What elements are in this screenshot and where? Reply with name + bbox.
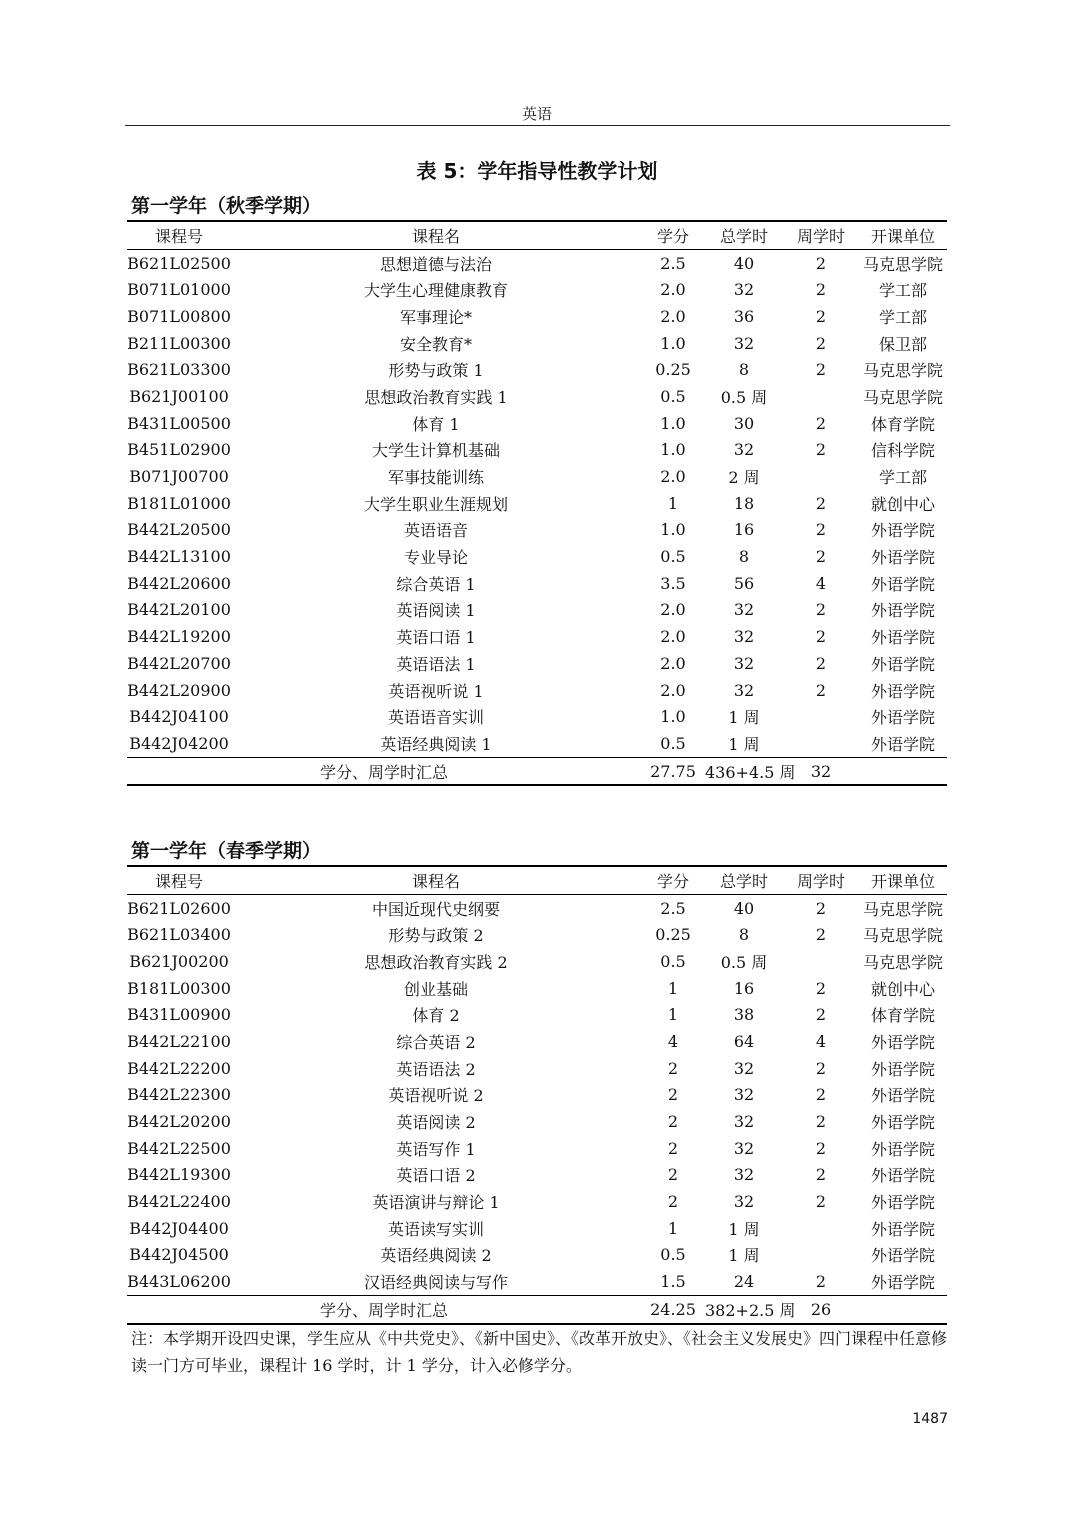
- cell-department: 外语学院: [870, 628, 935, 648]
- cell-total-hours: 0.5 周: [720, 952, 768, 972]
- cell-department: 学工部: [878, 281, 927, 301]
- col-header-course-name: 课程名: [411, 871, 460, 891]
- cell-course-name: 英语口语 1: [396, 628, 476, 648]
- table-row: [127, 1268, 947, 1295]
- cell-course-name: 体育 2: [412, 1006, 460, 1026]
- cell-department: 外语学院: [870, 1139, 935, 1159]
- cell-course-name: 综合英语 2: [396, 1032, 476, 1052]
- table-row: [127, 490, 947, 517]
- cell-department: 外语学院: [870, 654, 935, 674]
- cell-department: 外语学院: [870, 1086, 935, 1106]
- cell-weekly-hours: [783, 383, 859, 410]
- cell-course-code: B442L20100: [127, 600, 231, 620]
- cell-credits: 2.0: [660, 600, 686, 620]
- cell-department: 马克思学院: [862, 361, 943, 381]
- course-table-spring: [127, 865, 947, 1325]
- summary-total-hours: 436+4.5 周: [705, 762, 796, 782]
- cell-total-hours: 32: [733, 1165, 755, 1185]
- summary-empty-cell: [859, 757, 947, 785]
- cell-course-code: B071J00700: [129, 467, 229, 487]
- table-row: [127, 975, 947, 1002]
- cell-total-hours: 32: [733, 600, 755, 620]
- cell-credits: 2: [667, 1112, 679, 1132]
- cell-course-name: 综合英语 1: [396, 574, 476, 594]
- table-row: [127, 623, 947, 650]
- cell-total-hours: 16: [733, 978, 755, 998]
- cell-credits: 1.0: [660, 707, 686, 727]
- cell-weekly-hours: 2: [815, 1272, 827, 1292]
- cell-total-hours: 32: [733, 627, 755, 647]
- cell-course-code: B621L02500: [127, 253, 231, 273]
- col-header-course-code: 课程号: [154, 871, 203, 891]
- cell-course-name: 思想政治教育实践 2: [364, 952, 508, 972]
- cell-course-name: 大学生计算机基础: [371, 441, 500, 461]
- cell-total-hours: 32: [733, 1058, 755, 1078]
- cell-weekly-hours: 2: [815, 653, 827, 673]
- cell-course-code: B442L19300: [127, 1165, 231, 1185]
- cell-course-code: B431L00500: [127, 413, 231, 433]
- col-header-total-hours: 总学时: [719, 226, 768, 246]
- cell-weekly-hours: [783, 703, 859, 730]
- cell-credits: 2.0: [660, 627, 686, 647]
- cell-department: 马克思学院: [862, 899, 943, 919]
- cell-weekly-hours: [783, 730, 859, 757]
- summary-label: 学分、周学时汇总: [319, 1300, 448, 1320]
- cell-course-code: B442J04400: [129, 1218, 229, 1238]
- cell-course-code: B442J04500: [129, 1245, 229, 1265]
- cell-total-hours: 8: [738, 547, 750, 567]
- cell-course-name: 英语演讲与辩论 1: [372, 1193, 500, 1213]
- course-table-autumn: [127, 220, 947, 786]
- cell-weekly-hours: 2: [815, 360, 827, 380]
- cell-total-hours: 1 周: [728, 734, 760, 754]
- cell-course-code: B451L02900: [127, 440, 231, 460]
- cell-credits: 1: [667, 493, 679, 513]
- table-row: [127, 921, 947, 948]
- cell-credits: 3.5: [660, 573, 686, 593]
- cell-course-name: 中国近现代史纲要: [371, 899, 500, 919]
- cell-weekly-hours: 4: [815, 1031, 827, 1051]
- cell-credits: 2.0: [660, 306, 686, 326]
- cell-total-hours: 38: [733, 1005, 755, 1025]
- cell-department: 马克思学院: [862, 926, 943, 946]
- cell-course-name: 形势与政策 1: [388, 361, 484, 381]
- cell-course-code: B442L13100: [127, 547, 231, 567]
- cell-credits: 2: [667, 1138, 679, 1158]
- cell-total-hours: 40: [733, 898, 755, 918]
- cell-total-hours: 30: [733, 413, 755, 433]
- cell-course-name: 英语经典阅读 1: [380, 734, 492, 754]
- cell-course-code: B442J04200: [129, 733, 229, 753]
- summary-empty-cell: [859, 1296, 947, 1324]
- cell-credits: 2: [667, 1192, 679, 1212]
- cell-course-code: B442L20200: [127, 1112, 231, 1132]
- col-header-credits: 学分: [656, 871, 689, 891]
- cell-total-hours: 1 周: [728, 1246, 760, 1266]
- cell-department: 就创中心: [870, 494, 935, 514]
- col-header-weekly-hours: 周学时: [796, 871, 845, 891]
- table-row: [127, 1135, 947, 1162]
- cell-total-hours: 32: [733, 653, 755, 673]
- cell-department: 外语学院: [870, 1059, 935, 1079]
- cell-weekly-hours: 2: [815, 600, 827, 620]
- table-row: [127, 1055, 947, 1082]
- cell-total-hours: 32: [733, 333, 755, 353]
- cell-course-name: 思想政治教育实践 1: [364, 387, 508, 407]
- cell-department: 外语学院: [870, 1032, 935, 1052]
- cell-weekly-hours: 2: [815, 493, 827, 513]
- cell-course-code: B621L03400: [127, 925, 231, 945]
- cell-course-code: B442L20700: [127, 653, 231, 673]
- cell-weekly-hours: 2: [815, 253, 827, 273]
- cell-course-code: B442L20600: [127, 573, 231, 593]
- table-row: [127, 1028, 947, 1055]
- cell-total-hours: 18: [733, 493, 755, 513]
- cell-department: 就创中心: [870, 979, 935, 999]
- table-row: [127, 410, 947, 437]
- cell-total-hours: 2 周: [728, 468, 760, 488]
- table-row: [127, 463, 947, 490]
- cell-weekly-hours: [783, 948, 859, 975]
- cell-course-code: B181L01000: [127, 493, 231, 513]
- cell-total-hours: 16: [733, 520, 755, 540]
- cell-department: 外语学院: [870, 1273, 935, 1293]
- cell-total-hours: 32: [733, 1085, 755, 1105]
- cell-weekly-hours: 2: [815, 925, 827, 945]
- cell-department: 马克思学院: [862, 254, 943, 274]
- cell-course-code: B071L01000: [127, 280, 231, 300]
- cell-course-code: B621J00100: [129, 386, 229, 406]
- cell-credits: 1.0: [660, 520, 686, 540]
- cell-course-name: 英语阅读 2: [396, 1113, 476, 1133]
- table-row: [127, 1001, 947, 1028]
- section-title-autumn: 第一学年（秋季学期）: [131, 195, 322, 217]
- footnote: 注：本学期开设四史课，学生应从《中共党史》、《新中国史》、《改革开放史》、《社会主义发展史》四门课程中任意修读一门方可毕业，课程计 16 学时，计 1 学分，计入必修学分。: [131, 1329, 948, 1375]
- cell-weekly-hours: 2: [815, 1005, 827, 1025]
- cell-weekly-hours: [783, 1242, 859, 1269]
- cell-course-name: 形势与政策 2: [388, 926, 484, 946]
- page-number: 1487: [912, 1411, 948, 1427]
- cell-department: 外语学院: [870, 708, 935, 728]
- cell-department: 外语学院: [870, 1113, 935, 1133]
- cell-credits: 0.5: [660, 951, 686, 971]
- cell-course-name: 英语读写实训: [387, 1219, 484, 1239]
- cell-weekly-hours: 2: [815, 627, 827, 647]
- cell-credits: 1.0: [660, 440, 686, 460]
- cell-credits: 1.0: [660, 413, 686, 433]
- cell-credits: 2.0: [660, 280, 686, 300]
- cell-department: 外语学院: [870, 521, 935, 541]
- cell-course-name: 英语语法 2: [396, 1059, 476, 1079]
- cell-credits: 1: [667, 978, 679, 998]
- cell-weekly-hours: 2: [815, 440, 827, 460]
- cell-department: 马克思学院: [862, 387, 943, 407]
- cell-course-code: B181L00300: [127, 978, 231, 998]
- cell-total-hours: 24: [733, 1272, 755, 1292]
- cell-credits: 0.25: [655, 360, 691, 380]
- col-header-weekly-hours: 周学时: [796, 226, 845, 246]
- summary-weekly-hours: 26: [810, 1299, 832, 1319]
- cell-course-code: B442L20500: [127, 520, 231, 540]
- cell-course-code: B621L03300: [127, 360, 231, 380]
- table-row: [127, 570, 947, 597]
- cell-course-name: 英语语法 1: [396, 654, 476, 674]
- cell-credits: 2: [667, 1058, 679, 1078]
- cell-credits: 2.5: [660, 898, 686, 918]
- col-header-total-hours: 总学时: [719, 871, 768, 891]
- cell-weekly-hours: 2: [815, 1138, 827, 1158]
- cell-department: 信科学院: [870, 441, 935, 461]
- cell-credits: 0.5: [660, 547, 686, 567]
- summary-weekly-hours: 32: [810, 761, 832, 781]
- summary-total-hours: 382+2.5 周: [705, 1300, 796, 1320]
- cell-total-hours: 1 周: [728, 708, 760, 728]
- cell-credits: 2: [667, 1085, 679, 1105]
- cell-course-name: 英语语音: [403, 521, 468, 541]
- cell-credits: 2.0: [660, 467, 686, 487]
- cell-weekly-hours: 2: [815, 1085, 827, 1105]
- cell-course-code: B442L22200: [127, 1058, 231, 1078]
- table-row: [127, 249, 947, 276]
- cell-course-name: 军事理论*: [399, 307, 472, 327]
- cell-credits: 2: [667, 1165, 679, 1185]
- cell-weekly-hours: 2: [815, 413, 827, 433]
- cell-total-hours: 56: [733, 573, 755, 593]
- cell-course-code: B442L22400: [127, 1192, 231, 1212]
- table-row: [127, 356, 947, 383]
- cell-weekly-hours: 4: [815, 573, 827, 593]
- summary-credits: 27.75: [650, 761, 696, 781]
- cell-weekly-hours: 2: [815, 978, 827, 998]
- running-header: 英语: [521, 105, 552, 123]
- table-row: [127, 1215, 947, 1242]
- cell-course-code: B442L22100: [127, 1031, 231, 1051]
- cell-department: 外语学院: [870, 681, 935, 701]
- cell-total-hours: 8: [738, 925, 750, 945]
- cell-credits: 1.5: [660, 1272, 686, 1292]
- summary-row: [127, 757, 947, 785]
- cell-course-name: 英语视听说 2: [388, 1086, 484, 1106]
- cell-department: 外语学院: [870, 1219, 935, 1239]
- cell-course-code: B621J00200: [129, 951, 229, 971]
- cell-course-name: 英语语音实训: [387, 708, 484, 728]
- cell-course-name: 安全教育*: [399, 334, 472, 354]
- table-row: [127, 276, 947, 303]
- cell-course-code: B442L19200: [127, 627, 231, 647]
- cell-weekly-hours: 2: [815, 547, 827, 567]
- cell-total-hours: 32: [733, 680, 755, 700]
- cell-credits: 1: [667, 1005, 679, 1025]
- cell-department: 外语学院: [870, 548, 935, 568]
- cell-weekly-hours: 2: [815, 898, 827, 918]
- cell-credits: 0.5: [660, 386, 686, 406]
- table-row: [127, 703, 947, 730]
- section-title-spring: 第一学年（春季学期）: [131, 840, 322, 862]
- cell-course-name: 创业基础: [403, 979, 468, 999]
- summary-label: 学分、周学时汇总: [319, 762, 448, 782]
- col-header-course-name: 课程名: [411, 226, 460, 246]
- cell-course-name: 英语口语 2: [396, 1166, 476, 1186]
- cell-department: 马克思学院: [862, 952, 943, 972]
- table-row: [127, 383, 947, 410]
- cell-weekly-hours: 2: [815, 1165, 827, 1185]
- cell-total-hours: 32: [733, 1138, 755, 1158]
- cell-credits: 2.5: [660, 253, 686, 273]
- cell-course-name: 思想道德与法治: [379, 254, 492, 274]
- table-row: [127, 677, 947, 704]
- cell-weekly-hours: 2: [815, 280, 827, 300]
- cell-department: 外语学院: [870, 734, 935, 754]
- cell-credits: 0.25: [655, 925, 691, 945]
- cell-credits: 1: [667, 1218, 679, 1238]
- cell-course-code: B442L20900: [127, 680, 231, 700]
- cell-credits: 2.0: [660, 680, 686, 700]
- cell-weekly-hours: 2: [815, 680, 827, 700]
- cell-department: 学工部: [878, 468, 927, 488]
- table-row: [127, 1108, 947, 1135]
- cell-weekly-hours: [783, 1215, 859, 1242]
- cell-total-hours: 1 周: [728, 1219, 760, 1239]
- cell-course-code: B442L22300: [127, 1085, 231, 1105]
- summary-row: [127, 1296, 947, 1324]
- cell-weekly-hours: 2: [815, 333, 827, 353]
- table-row: [127, 303, 947, 330]
- table-row: [127, 517, 947, 544]
- cell-department: 外语学院: [870, 1193, 935, 1213]
- cell-course-name: 军事技能训练: [387, 468, 484, 488]
- col-header-department: 开课单位: [870, 871, 935, 891]
- cell-department: 体育学院: [870, 414, 935, 434]
- cell-credits: 2.0: [660, 653, 686, 673]
- cell-course-name: 体育 1: [412, 414, 460, 434]
- cell-total-hours: 64: [733, 1031, 755, 1051]
- cell-course-name: 大学生职业生涯规划: [363, 494, 508, 514]
- cell-credits: 0.5: [660, 733, 686, 753]
- cell-total-hours: 32: [733, 1112, 755, 1132]
- cell-course-name: 英语视听说 1: [388, 681, 484, 701]
- cell-weekly-hours: 2: [815, 1192, 827, 1212]
- table-row: [127, 330, 947, 357]
- table-row: [127, 437, 947, 464]
- cell-total-hours: 36: [733, 306, 755, 326]
- col-header-course-code: 课程号: [154, 226, 203, 246]
- table-row: [127, 543, 947, 570]
- cell-course-code: B443L06200: [127, 1272, 231, 1292]
- cell-course-code: B621L02600: [127, 898, 231, 918]
- cell-total-hours: 0.5 周: [720, 387, 768, 407]
- cell-total-hours: 32: [733, 440, 755, 460]
- cell-department: 外语学院: [870, 1166, 935, 1186]
- cell-course-name: 大学生心理健康教育: [363, 281, 508, 301]
- cell-weekly-hours: 2: [815, 1058, 827, 1078]
- cell-department: 保卫部: [878, 334, 927, 354]
- col-header-department: 开课单位: [870, 226, 935, 246]
- table-row: [127, 650, 947, 677]
- cell-total-hours: 32: [733, 280, 755, 300]
- cell-department: 外语学院: [870, 574, 935, 594]
- cell-course-name: 汉语经典阅读与写作: [363, 1273, 508, 1293]
- cell-weekly-hours: 2: [815, 1112, 827, 1132]
- cell-course-code: B442L22500: [127, 1138, 231, 1158]
- table-row: [127, 730, 947, 757]
- cell-course-name: 英语经典阅读 2: [380, 1246, 492, 1266]
- cell-course-code: B211L00300: [127, 333, 231, 353]
- cell-department: 学工部: [878, 307, 927, 327]
- table-row: [127, 1082, 947, 1109]
- table-row: [127, 1188, 947, 1215]
- document-title: 表 5：学年指导性教学计划: [416, 159, 658, 183]
- cell-total-hours: 32: [733, 1192, 755, 1212]
- cell-weekly-hours: 2: [815, 520, 827, 540]
- cell-department: 外语学院: [870, 601, 935, 621]
- cell-course-name: 英语写作 1: [396, 1139, 476, 1159]
- table-row: [127, 1242, 947, 1269]
- cell-department: 体育学院: [870, 1006, 935, 1026]
- cell-department: 外语学院: [870, 1246, 935, 1266]
- cell-credits: 4: [667, 1031, 679, 1051]
- table-row: [127, 597, 947, 624]
- col-header-credits: 学分: [656, 226, 689, 246]
- summary-credits: 24.25: [650, 1299, 696, 1319]
- cell-weekly-hours: [783, 463, 859, 490]
- table-header-row: [127, 866, 947, 894]
- cell-course-name: 专业导论: [403, 548, 468, 568]
- header-rule: [125, 125, 950, 126]
- table-row: [127, 894, 947, 921]
- cell-course-code: B431L00900: [127, 1005, 231, 1025]
- cell-weekly-hours: 2: [815, 306, 827, 326]
- cell-credits: 0.5: [660, 1245, 686, 1265]
- cell-credits: 1.0: [660, 333, 686, 353]
- cell-total-hours: 8: [738, 360, 750, 380]
- table-row: [127, 1162, 947, 1189]
- cell-course-code: B442J04100: [129, 707, 229, 727]
- table-header-row: [127, 221, 947, 249]
- cell-total-hours: 40: [733, 253, 755, 273]
- cell-course-name: 英语阅读 1: [396, 601, 476, 621]
- cell-course-code: B071L00800: [127, 306, 231, 326]
- table-row: [127, 948, 947, 975]
